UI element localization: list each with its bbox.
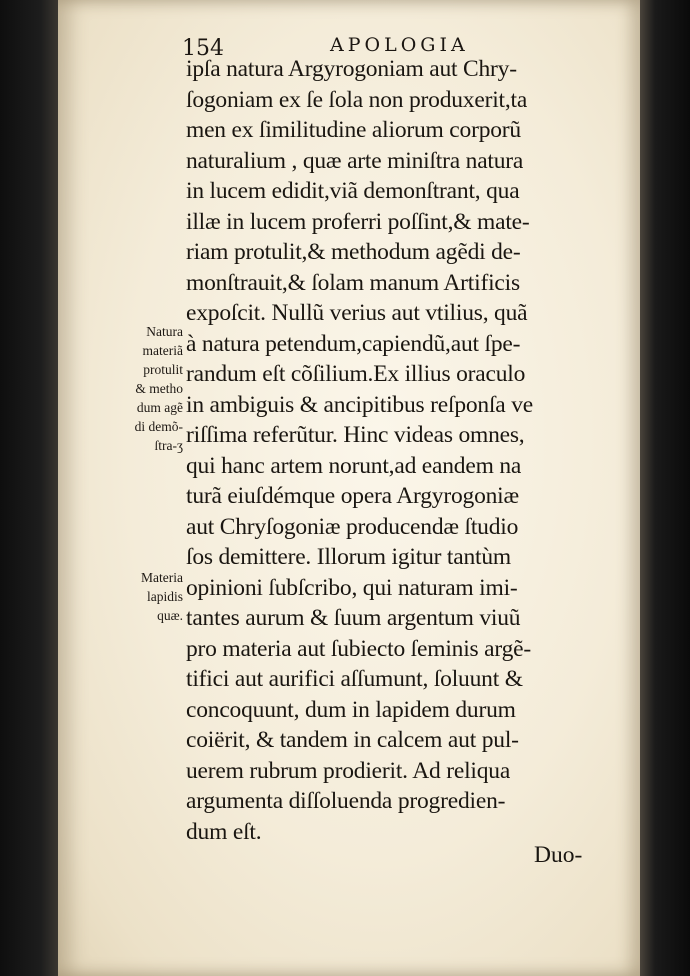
running-head: APOLOGIA — [330, 34, 469, 56]
margin-note-line: & metho — [135, 381, 183, 396]
margin-note-line: dum agẽ — [136, 400, 183, 415]
text-line: à natura petendum,capiendũ,aut ſpe- — [186, 330, 521, 357]
margin-note-line: materiã — [142, 343, 183, 358]
margin-note-line: di demõ- — [134, 419, 183, 434]
text-line: tantes aurum & ſuum argentum viuũ — [186, 605, 521, 631]
text-line: ipſa natura Argyrogoniam aut Chry- — [186, 56, 517, 82]
text-line: naturalium , quæ arte miniſtra natura — [186, 147, 524, 174]
text-line: turã eiuſdémque opera Argyrogoniæ — [186, 483, 519, 509]
text-line: tifici aut aurifici aſſumunt, ſoluunt & — [186, 666, 523, 692]
margin-note-line: protulit — [143, 362, 183, 377]
margin-note-line: lapidis — [147, 589, 183, 604]
margin-note-line: Natura — [146, 324, 183, 339]
text-line: opinioni ſubſcribo, qui naturam imi- — [186, 574, 518, 601]
text-line: concoquunt, dum in lapidem durum — [186, 696, 516, 723]
text-line: argumenta diſſoluenda progredien- — [186, 788, 506, 814]
body-text — [186, 54, 626, 847]
margin-note-natura — [111, 322, 183, 455]
text-line: ſogoniam ex ſe ſola non produxerit,ta — [186, 86, 528, 113]
text-line: ſos demittere. Illorum igitur tantùm — [186, 544, 512, 570]
text-line: dum eſt. — [186, 818, 262, 845]
margin-note-line: Materia — [141, 570, 183, 585]
text-line: in lucem edidit,viã demonſtrant, qua — [186, 178, 520, 204]
text-line: men ex ſimilitudine aliorum corporũ — [186, 117, 521, 143]
margin-note-line: ſtra-ʒ — [154, 438, 183, 453]
margin-note-line: quæ. — [157, 608, 183, 623]
text-line: uerem rubrum prodierit. Ad reliqua — [186, 757, 511, 784]
text-line: aut Chryſogoniæ producendæ ſtudio — [186, 513, 519, 540]
text-line: expoſcit. Nullũ verius aut vtilius, quã — [186, 300, 528, 326]
scan-right-edge — [640, 0, 690, 976]
margin-note-materia — [111, 568, 183, 625]
scan-left-edge — [0, 0, 58, 976]
text-line: in ambiguis & ancipitibus reſponſa ve — [186, 391, 533, 418]
catchword: Duo- — [534, 842, 583, 868]
text-line: riſſima referũtur. Hinc videas omnes, — [186, 422, 525, 448]
text-line: monſtrauit,& ſolam manum Artificis — [186, 269, 520, 296]
text-line: randum eſt cõſilium.Ex illius oraculo — [186, 361, 526, 387]
text-line: riam protulit,& methodum agẽdi de- — [186, 239, 521, 265]
text-line: qui hanc artem norunt,ad eandem na — [186, 452, 522, 479]
text-line: pro materia aut ſubiecto ſeminis argẽ- — [186, 635, 531, 662]
text-line: illæ in lucem proferri poſſint,& mate- — [186, 208, 530, 235]
text-line: coiërit, & tandem in calcem aut pul- — [186, 727, 519, 753]
page-number: 154 — [182, 36, 224, 61]
